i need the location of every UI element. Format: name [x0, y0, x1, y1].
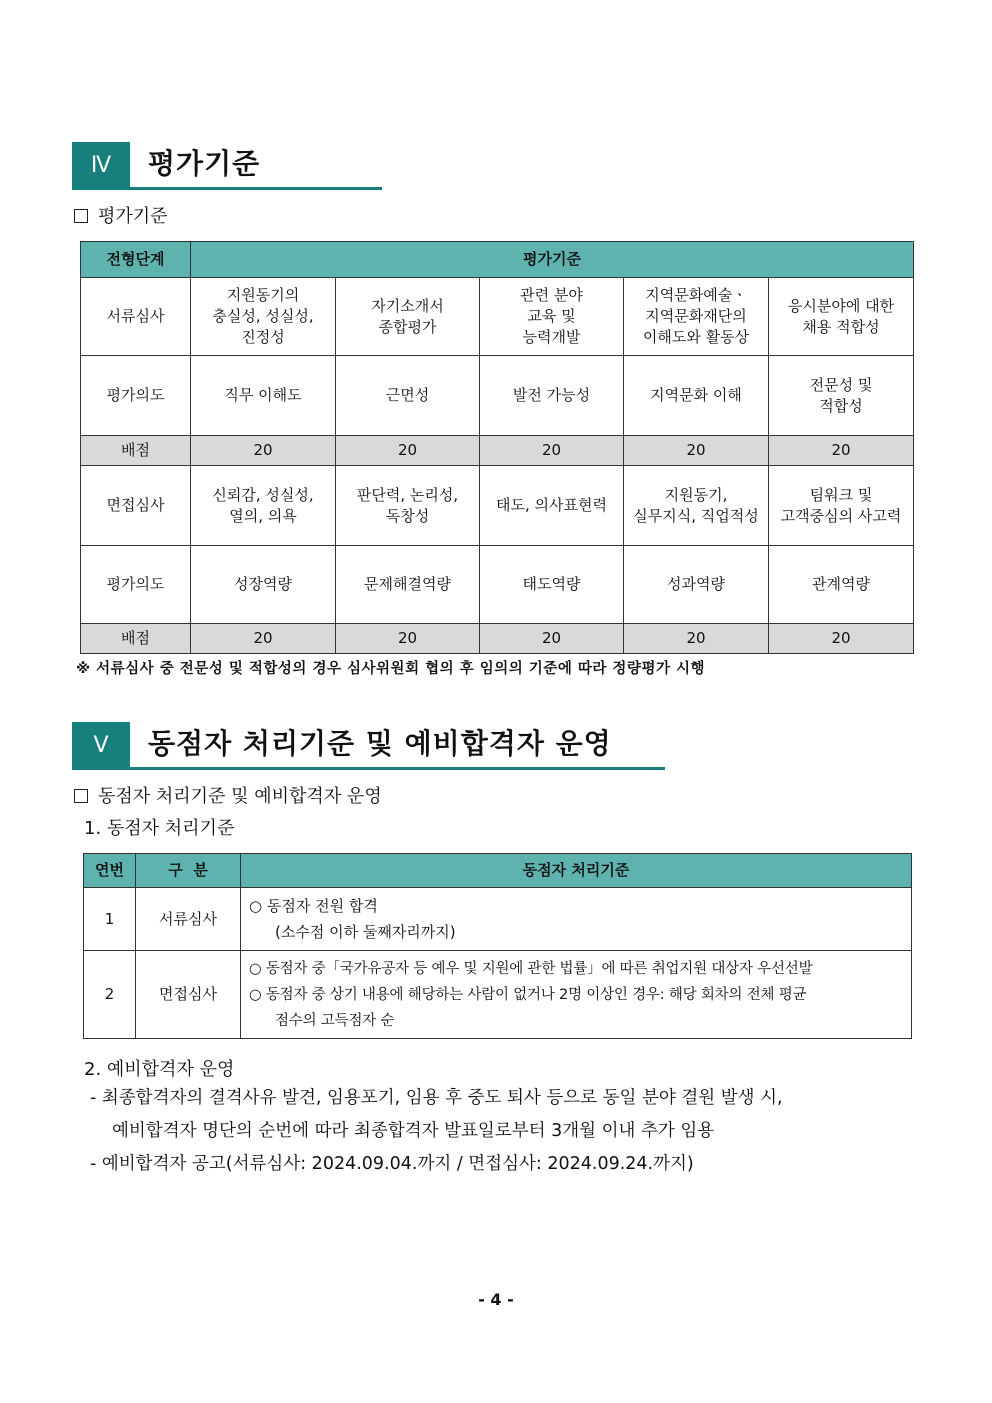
table-cell: 신뢰감, 성실성, 열의, 의욕 — [191, 466, 336, 546]
table-cell: 20 — [480, 436, 624, 466]
reserve-paragraph-1b: 예비합격자 명단의 순번에 따라 최종합격자 발표일로부터 3개월 이내 추가 임용 — [112, 1121, 715, 1141]
table-cell: 20 — [480, 624, 624, 654]
evaluation-note: ※ 서류심사 중 전문성 및 적합성의 경우 심사위원회 협의 후 임의의 기준에 따라 정량평가 시행 — [76, 661, 706, 677]
table-cell: 판단력, 논리성, 독창성 — [336, 466, 480, 546]
row-rule — [241, 888, 912, 951]
row-division: 서류심사 — [136, 888, 241, 951]
table-cell: 관련 분야 교육 및 능력개발 — [480, 278, 624, 356]
row-stage: 배점 — [81, 436, 191, 466]
header-criteria: 평가기준 — [191, 242, 914, 278]
section-4-underline — [72, 187, 382, 190]
section-5-title: 동점자 처리기준 및 예비합격자 운영 — [148, 727, 612, 760]
evaluation-criteria-table — [80, 241, 914, 654]
row-rule — [241, 951, 912, 1039]
table-cell: 근면성 — [336, 356, 480, 436]
header-stage: 전형단계 — [81, 242, 191, 278]
table-cell: 태도, 의사표현력 — [480, 466, 624, 546]
table-cell: 20 — [191, 624, 336, 654]
table-cell: 성과역량 — [624, 546, 769, 624]
page-number: - 4 - — [478, 1290, 514, 1309]
section-4-bullet-text: 평가기준 — [98, 206, 168, 227]
tie-breaking-table — [83, 853, 912, 1039]
section-4-header — [72, 142, 382, 190]
table-cell: 20 — [624, 436, 769, 466]
subheading-tie-rules: 1. 동점자 처리기준 — [84, 818, 235, 839]
rule-line: (소수점 이하 둘째자리까지) — [275, 923, 456, 941]
table-cell: 전문성 및 적합성 — [769, 356, 914, 436]
table-row — [81, 466, 914, 546]
table-cell: 20 — [191, 436, 336, 466]
table-cell: 자기소개서 종합평가 — [336, 278, 480, 356]
section-5-bullet — [74, 782, 382, 808]
table-cell: 성장역량 — [191, 546, 336, 624]
table-row — [81, 436, 914, 466]
row-stage: 평가의도 — [81, 546, 191, 624]
checkbox-square-icon — [74, 209, 88, 223]
table-row — [84, 951, 912, 1039]
row-no: 2 — [84, 951, 136, 1039]
table-cell: 팀워크 및 고객중심의 사고력 — [769, 466, 914, 546]
table-row — [84, 888, 912, 951]
table-cell: 지원동기의 충실성, 성실성, 진정성 — [191, 278, 336, 356]
table-cell: 문제해결역량 — [336, 546, 480, 624]
row-stage: 평가의도 — [81, 356, 191, 436]
section-5-bullet-text: 동점자 처리기준 및 예비합격자 운영 — [98, 786, 382, 807]
rule-line: ○ 동점자 중 상기 내용에 해당하는 사람이 없거나 2명 이상인 경우: 해당 회차의 전체 평균 — [249, 986, 807, 1003]
section-5-header — [72, 722, 665, 770]
table-cell: 발전 가능성 — [480, 356, 624, 436]
reserve-paragraph-1a: - 최종합격자의 결격사유 발견, 임용포기, 임용 후 중도 퇴사 등으로 동일 분야 결원 발생 시, — [90, 1088, 783, 1108]
row-stage: 서류심사 — [81, 278, 191, 356]
section-4-title: 평가기준 — [148, 147, 261, 180]
table-cell: 응시분야에 대한 채용 적합성 — [769, 278, 914, 356]
header-division: 구 분 — [136, 854, 241, 888]
section-4-number: Ⅳ — [72, 142, 130, 188]
table-cell: 지역문화예술ㆍ 지역문화재단의 이해도와 활동상 — [624, 278, 769, 356]
table-cell: 20 — [336, 436, 480, 466]
subheading-reserve: 2. 예비합격자 운영 — [84, 1059, 235, 1080]
table-cell: 직무 이해도 — [191, 356, 336, 436]
row-no: 1 — [84, 888, 136, 951]
section-4-bullet — [74, 202, 168, 228]
section-5-underline — [72, 767, 665, 770]
table-cell: 20 — [336, 624, 480, 654]
reserve-paragraph-2: - 예비합격자 공고(서류심사: 2024.09.04.까지 / 면접심사: 2024.09.24.까지) — [90, 1154, 694, 1174]
section-5-number: Ⅴ — [72, 722, 130, 768]
table-row — [81, 624, 914, 654]
rule-line: ○ 동점자 중「국가유공자 등 예우 및 지원에 관한 법률」에 따른 취업지원 대상자 우선선발 — [249, 960, 813, 977]
table-cell: 20 — [769, 436, 914, 466]
table-cell: 관계역량 — [769, 546, 914, 624]
table-row — [81, 356, 914, 436]
row-stage: 면접심사 — [81, 466, 191, 546]
rule-line: ○ 동점자 전원 합격 — [249, 897, 378, 915]
table-cell: 지역문화 이해 — [624, 356, 769, 436]
checkbox-square-icon — [74, 789, 88, 803]
row-division: 면접심사 — [136, 951, 241, 1039]
table-cell: 태도역량 — [480, 546, 624, 624]
table-row — [81, 546, 914, 624]
header-no: 연번 — [84, 854, 136, 888]
table-cell: 20 — [769, 624, 914, 654]
header-rule: 동점자 처리기준 — [241, 854, 912, 888]
table-row — [81, 278, 914, 356]
rule-line: 점수의 고득점자 순 — [275, 1012, 395, 1029]
table-cell: 20 — [624, 624, 769, 654]
row-stage: 배점 — [81, 624, 191, 654]
table-cell: 지원동기, 실무지식, 직업적성 — [624, 466, 769, 546]
